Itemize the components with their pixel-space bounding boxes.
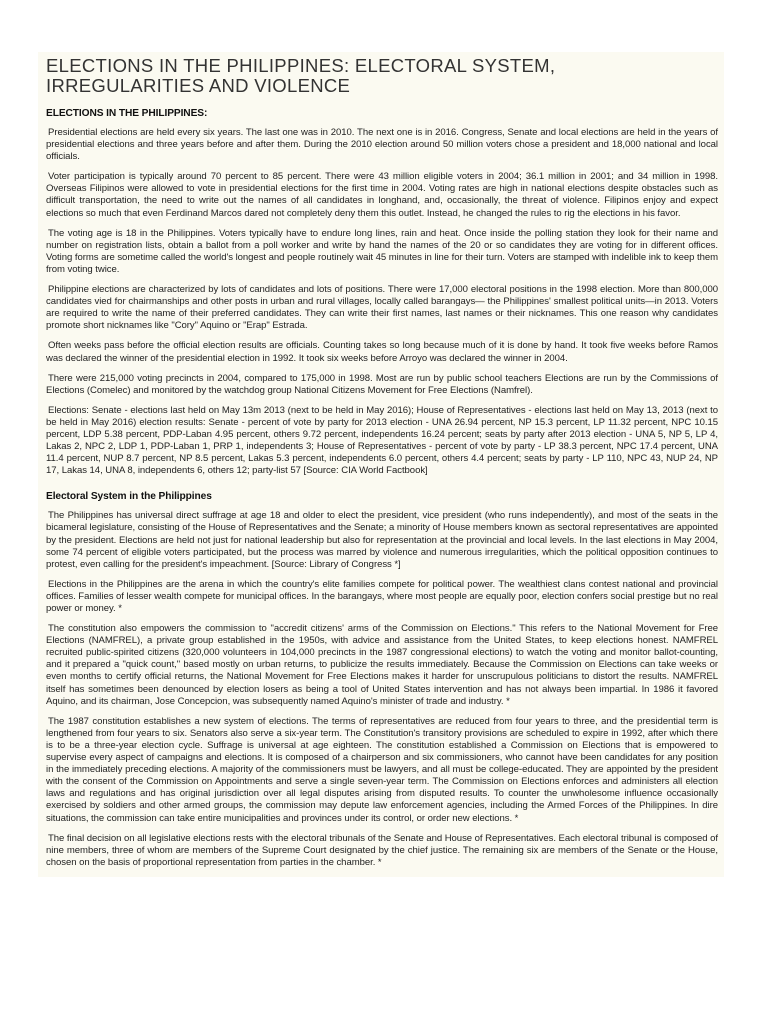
paragraph: There were 215,000 voting precincts in 2004, compared to 175,000 in 1998. Most are run by public school teachers Elections are run by the Commissions of Elections (Comelec) and monitored by the watchdog group National Citizens Movement for Free Elections (Namfrel). <box>46 372 718 396</box>
section-heading: Electoral System in the Philippines <box>46 491 212 503</box>
paragraph: The constitution also empowers the commission to "accredit citizens' arms of the Commission on Elections." This refers to the National Movement for Free Elections (NAMFREL), a private group established in the 1950s, with advice and assistance from the United States, to keep elections honest. NAMFREL recruited public-spirited citizens (320,000 volunteers in 104,000 precincts in the 1987 congressional elections) to watch the voting and monitor ballot-counting, and it prepared a "quick count," based mostly on urban returns, to publicize the results immediately. Because the Commission on Elections can take weeks or even months to certify official returns, the National Movement for Free Elections makes it harder for unscrupulous politicians to distort the results. NAMFREL itself has sometimes been denounced by election losers as being a tool of United States intervention and has not always been impartial. In 1986 it favored Aquino, and its chairman, Jose Concepcion, was subsequently named Aquino's minister of trade and industry. * <box>46 623 718 707</box>
paragraph: The final decision on all legislative elections rests with the electoral tribunals of the Senate and House of Representatives. Each electoral tribunal is composed of nine members, three of whom are members of the Supreme Court designated by the chief justice. The remaining six are members of the Senate or the House, chosen on the basis of proportional representation from parties in the chamber. * <box>46 832 718 868</box>
paragraph: Voter participation is typically around 70 percent to 85 percent. There were 43 million eligible voters in 2004; 36.1 million in 2001; and 34 million in 1998. Overseas Filipinos were allowed to vote in presidential elections for the first time in 2004. Voting rates are high in national elections despite obstacles such as difficult transportation, the need to write out the names of all candidates in longhand, and, occasionally, the threat of violence. Filipinos enjoy and expect elections so much that even Ferdinand Marcos dared not completely deny them this outlet. Instead, he changed the rules to rig the elections in his favor. <box>46 171 718 219</box>
section-heading: ELECTIONS IN THE PHILIPPINES: <box>46 108 208 119</box>
paragraph: The 1987 constitution establishes a new system of elections. The terms of representatives are reduced from four years to three, and the presidential term is lengthened from four years to six. Senators also serve a six-year term. The Constitution's transitory provisions are scheduled to expire in 1992, after which there is to be a three-year election cycle. Suffrage is universal at age eighteen. The constitution established a Commission on Elections that is empowered to supervise every aspect of campaigns and elections. It is composed of a chairperson and six commissioners, who cannot have been candidates for any position in the immediately preceding elections. A majority of the commissioners must be lawyers, and all must be college-educated. They are appointed by the president with the consent of the Commission on Appointments and serve a single seven-year term. The Commission on Elections enforces and administers all election laws and regulations and has original jurisdiction over all legal disputes arising from disputed results. To counter the unwholesome influence occasionally exercised by soldiers and other armed groups, the commission may depute law enforcement agencies, including the Armed Forces of the Philippines. In dire situations, the commission can take entire municipalities and provinces under its control, or order new elections. * <box>46 715 718 824</box>
paragraph: The voting age is 18 in the Philippines. Voters typically have to endure long lines, rain and heat. Once inside the polling station they look for their name and number on registration lists, obtain a ballot from a poll worker and write by hand the names of the 20 or so candidates they are voting for in different offices. Voting forms are sometime called the world's longest and people routinely wait 45 minutes in line for their turn. Voters are stamped with indelible ink to keep them from voting twice. <box>46 227 718 275</box>
document-page <box>38 52 724 877</box>
paragraph: Elections: Senate - elections last held on May 13m 2013 (next to be held in May 2016); House of Representatives - elections last held on May 13, 2013 (next to be held in May 2016) election results: Senate - percent of vote by party for 2013 election - UNA 26.94 percent, NP 15.3 percent, LP 11.32 percent, NPC 10.15 percent, LDP 5.38 percent, PDP-Laban 4.95 percent, others 9.72 percent, independents 16.24 percent; seats by party after 2013 election - UNA 5, NP 5, LP 4, Lakas 2, NPC 2, LDP 1, PDP-Laban 1, PRP 1, independents 3; House of Representatives - percent of vote by party - LP 38.3 percent, NPC 17.4 percent, UNA 11.4 percent, NUP 8.7 percent, NP 8.5 percent, Lakas 5.3 percent, independents 6.0 percent, others 4.4 percent; seats by party - LP 110, NPC 43, NUP 24, NP 17, Lakas 14, UNA 8, independents 6, others 12; party-list 57 [Source: CIA World Factbook] <box>46 404 718 477</box>
paragraph: Often weeks pass before the official election results are officials. Counting takes so long because much of it is done by hand. It took five weeks before Ramos was declared the winner of the presidential election in 1992. It took six weeks before Arroyo was declared the winner in 2004. <box>46 340 718 364</box>
page-title: ELECTIONS IN THE PHILIPPINES: ELECTORAL SYSTEM, IRREGULARITIES AND VIOLENCE <box>46 55 556 96</box>
paragraph: The Philippines has universal direct suffrage at age 18 and older to elect the president, vice president (who runs independently), and most of the seats in the bicameral legislature, consisting of the House of Representatives and the Senate; a minority of House members known as sectoral representatives are appointed by the president. Elections are held not just for national leadership but also for representation at the provincial and local levels. In the last elections in May 2004, some 74 percent of eligible voters participated, but the process was marred by violence and numerous irregularities, which the political opposition continues to protest, even calling for the president's impeachment. [Source: Library of Congress *] <box>46 510 718 570</box>
paragraph: Presidential elections are held every six years. The last one was in 2010. The next one is in 2016. Congress, Senate and local elections are held in the years of presidential elections and three years before and after them. During the 2010 election around 50 million voters chose a president and 18,000 national and local officials. <box>46 127 718 163</box>
document-body <box>38 98 724 869</box>
paragraph: Philippine elections are characterized by lots of candidates and lots of positions. There were 17,000 electoral positions in the 1998 election. More than 800,000 candidates vied for chairmanships and other posts in urban and rural villages, locally called barangays— the Philippines' smallest political units—in 2013. Voters are required to write the name of their preferred candidates. They can write their first names, last names or their nicknames. This one reason why candidates promote short nicknames like "Cory" Aquino or "Erap" Estrada. <box>46 284 718 332</box>
paragraph: Elections in the Philippines are the arena in which the country's elite families compete for political power. The wealthiest clans contest national and provincial offices. Families of lesser wealth compete for municipal offices. In the barangays, where most people are equally poor, election confers social prestige but no real power or money. * <box>46 578 718 614</box>
section-elections <box>46 108 718 477</box>
section-electoral-system <box>46 491 718 869</box>
